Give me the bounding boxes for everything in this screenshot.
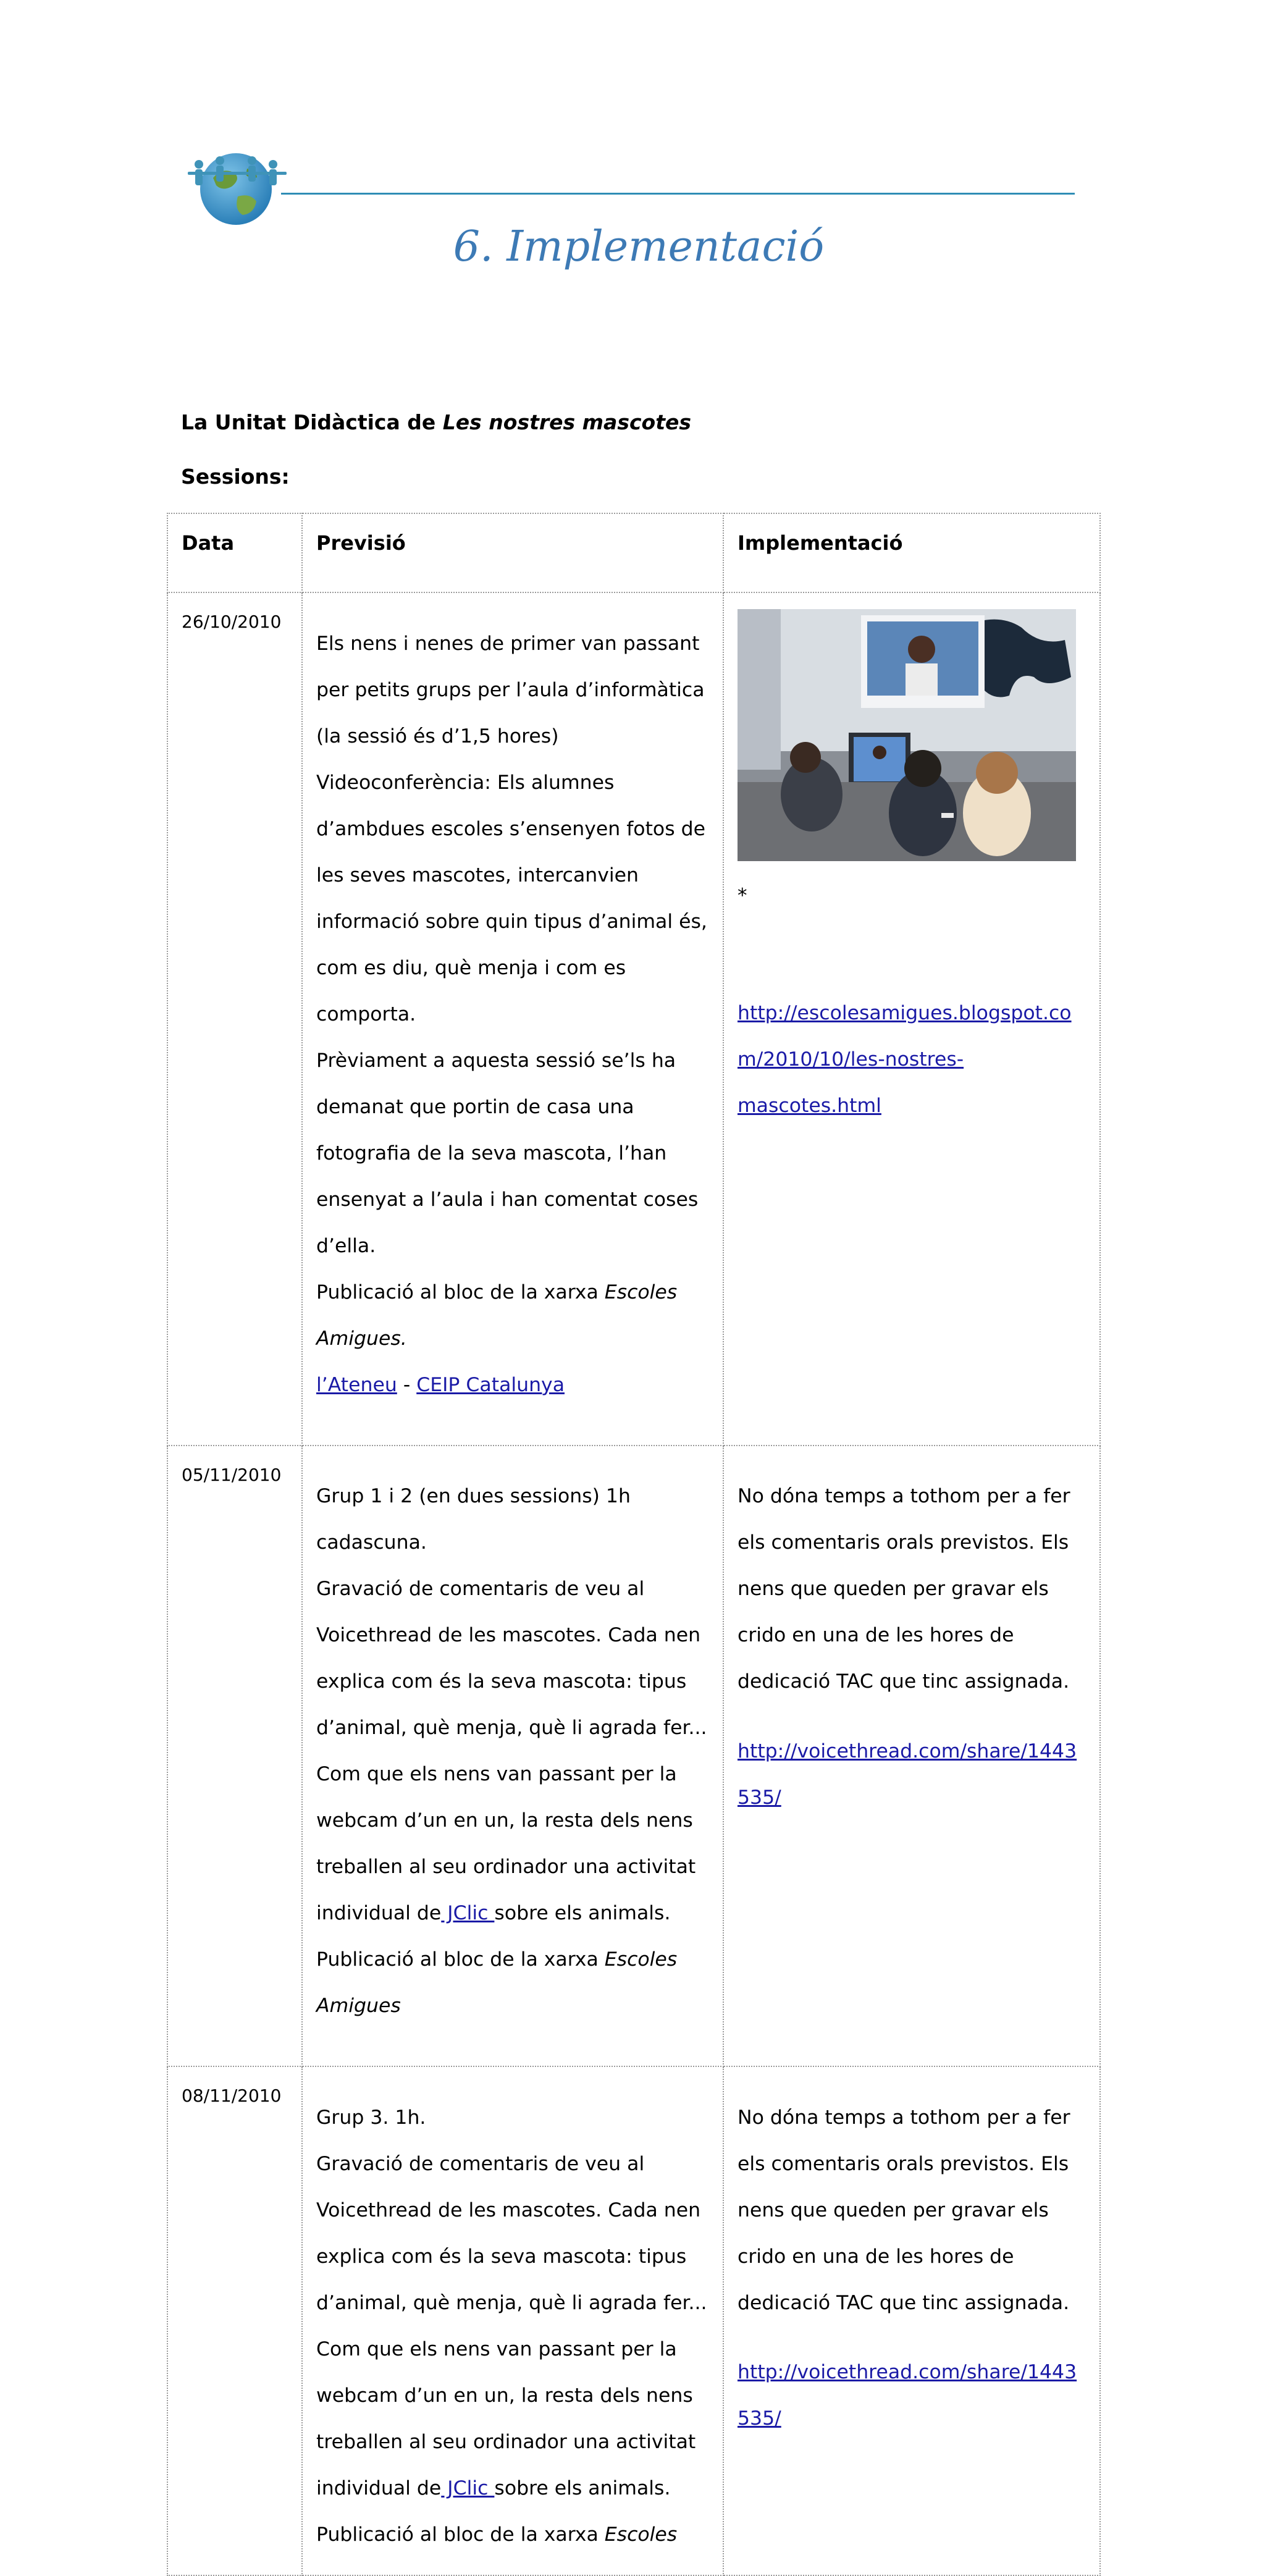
prevision-line: fotografia de la seva mascota, l’han [316, 1142, 667, 1164]
prevision-line: Prèviament a aquesta sessió se’ls ha [316, 1049, 676, 1072]
prevision-line: Voicethread de les mascotes. Cada nen [316, 2199, 701, 2221]
implementation-line: crido en una de les hores de [738, 2245, 1014, 2268]
photo-asterisk: * [738, 884, 747, 907]
publication-italic: Escoles [604, 2523, 678, 2546]
prevision-line: Com que els nens van passant per la [316, 1763, 677, 1785]
prevision-line: demanat que portin de casa una [316, 1095, 634, 1118]
publication-line [316, 2523, 709, 2547]
prevision-line: informació sobre quin tipus d’animal és, [316, 910, 707, 933]
globe-logo-icon [185, 147, 290, 227]
link-line: mascotes.html [738, 1094, 881, 1117]
jclic-line [316, 2477, 709, 2501]
link-separator: - [397, 1373, 417, 1396]
prevision-line: Videoconferència: Els alumnes [316, 771, 615, 794]
publication-prefix: Publicació al bloc de la xarxa [316, 2523, 605, 2546]
classroom-videoconference-photo [738, 609, 1076, 861]
prevision-line: per petits grups per l’aula d’informàtica [316, 678, 705, 701]
prevision-line: d’ella. [316, 1234, 376, 1257]
table-header-row [167, 513, 1100, 592]
prevision-line: explica com és la seva mascota: tipus [316, 1670, 687, 1693]
prevision-line: explica com és la seva mascota: tipus [316, 2245, 687, 2268]
header-rule [281, 193, 1075, 195]
prevision-line: Els nens i nenes de primer van passant [316, 632, 700, 655]
prevision-line: Com que els nens van passant per la [316, 2338, 677, 2360]
prevision-line: treballen al seu ordinador una activitat [316, 1856, 696, 1878]
links-line [316, 1374, 709, 1397]
link-line: 535/ [738, 2407, 781, 2430]
implementation-cell [723, 1446, 1100, 2067]
prevision-line: ensenyat a l’aula i han comentat coses [316, 1188, 699, 1211]
link-line: 535/ [738, 1786, 781, 1809]
table-row [167, 2066, 1100, 2575]
publication-italic-line: Amigues. [316, 1327, 407, 1350]
session-date: 26/10/2010 [167, 592, 302, 1446]
link-line: http://voicethread.com/share/1443 [738, 1740, 1077, 1762]
implementation-cell [723, 592, 1100, 1446]
prevision-line: Voicethread de les mascotes. Cada nen [316, 1624, 701, 1646]
implementation-line: els comentaris orals previstos. Els [738, 1531, 1069, 1554]
link-line: m/2010/10/les-nostres- [738, 1048, 964, 1071]
link-line: http://voicethread.com/share/1443 [738, 2361, 1077, 2383]
jclic-link[interactable]: JClic [441, 2477, 495, 2499]
sessions-label: Sessions: [181, 465, 290, 489]
publication-italic: Escoles [604, 1281, 678, 1303]
jclic-suffix: sobre els animals. [494, 1902, 671, 1924]
doc-heading [181, 410, 691, 434]
implementation-cell [723, 2066, 1100, 2575]
publication-prefix: Publicació al bloc de la xarxa [316, 1948, 605, 1971]
ceip-catalunya-link[interactable]: CEIP Catalunya [416, 1373, 565, 1396]
sessions-table [167, 513, 1101, 2576]
column-header-implementation: Implementació [723, 513, 1100, 592]
column-header-prevision: Previsió [302, 513, 723, 592]
link-line: http://escolesamigues.blogspot.co [738, 1001, 1072, 1024]
publication-line [316, 1948, 709, 1972]
prevision-line: d’animal, què menja, què li agrada fer... [316, 1717, 707, 1739]
prevision-line: Gravació de comentaris de veu al [316, 1578, 645, 1600]
implementation-line: nens que queden per gravar els [738, 2199, 1049, 2221]
jclic-line [316, 1902, 709, 1926]
prevision-line: webcam d’un en un, la resta dels nens [316, 1809, 693, 1832]
prevision-line: cadascuna. [316, 1531, 427, 1554]
implementation-line: els comentaris orals previstos. Els [738, 2152, 1069, 2175]
doc-heading-prefix: La Unitat Didàctica de [181, 410, 443, 434]
implementation-line: No dóna temps a tothom per a fer [738, 1485, 1070, 1507]
jclic-suffix: sobre els animals. [494, 2477, 671, 2499]
prevision-line: les seves mascotes, intercanvien [316, 864, 639, 886]
implementation-line: No dóna temps a tothom per a fer [738, 2106, 1070, 2129]
publication-italic: Escoles [604, 1948, 678, 1971]
implementation-line: dedicació TAC que tinc assignada. [738, 1670, 1070, 1693]
session-date: 05/11/2010 [167, 1446, 302, 2067]
publication-italic-line: Amigues [316, 1995, 401, 2017]
publication-prefix: Publicació al bloc de la xarxa [316, 1281, 605, 1303]
prevision-line: Grup 3. 1h. [316, 2106, 426, 2129]
publication-line [316, 1281, 709, 1305]
prevision-line: d’animal, què menja, què li agrada fer... [316, 2291, 707, 2314]
ateneu-link[interactable]: l’Ateneu [316, 1373, 397, 1396]
column-header-date: Data [167, 513, 302, 592]
voicethread-link[interactable] [738, 1740, 1086, 1810]
table-row [167, 592, 1100, 1446]
implementation-line: crido en una de les hores de [738, 1624, 1014, 1646]
prevision-line: treballen al seu ordinador una activitat [316, 2430, 696, 2453]
prevision-cell [302, 592, 723, 1446]
prevision-cell [302, 1446, 723, 2067]
prevision-cell [302, 2066, 723, 2575]
prevision-line: webcam d’un en un, la resta dels nens [316, 2384, 693, 2407]
voicethread-link[interactable] [738, 2361, 1086, 2431]
prevision-line: d’ambdues escoles s’ensenyen fotos de [316, 817, 705, 840]
prevision-line: (la sessió és d’1,5 hores) [316, 725, 559, 747]
prevision-line: Gravació de comentaris de veu al [316, 2152, 645, 2175]
prevision-line: comporta. [316, 1003, 416, 1025]
prevision-line: Grup 1 i 2 (en dues sessions) 1h [316, 1485, 631, 1507]
jclic-link[interactable]: JClic [441, 1902, 495, 1924]
doc-heading-italic: Les nostres mascotes [442, 410, 691, 434]
implementation-line: dedicació TAC que tinc assignada. [738, 2291, 1070, 2314]
table-row [167, 1446, 1100, 2067]
jclic-prefix: individual de [316, 2477, 442, 2499]
jclic-prefix: individual de [316, 1902, 442, 1924]
escoles-amigues-blog-link[interactable] [738, 1002, 1086, 1118]
prevision-line: com es diu, què menja i com es [316, 956, 626, 979]
implementation-line: nens que queden per gravar els [738, 1578, 1049, 1600]
session-date: 08/11/2010 [167, 2066, 302, 2575]
chapter-title: 6. Implementació [453, 222, 825, 271]
